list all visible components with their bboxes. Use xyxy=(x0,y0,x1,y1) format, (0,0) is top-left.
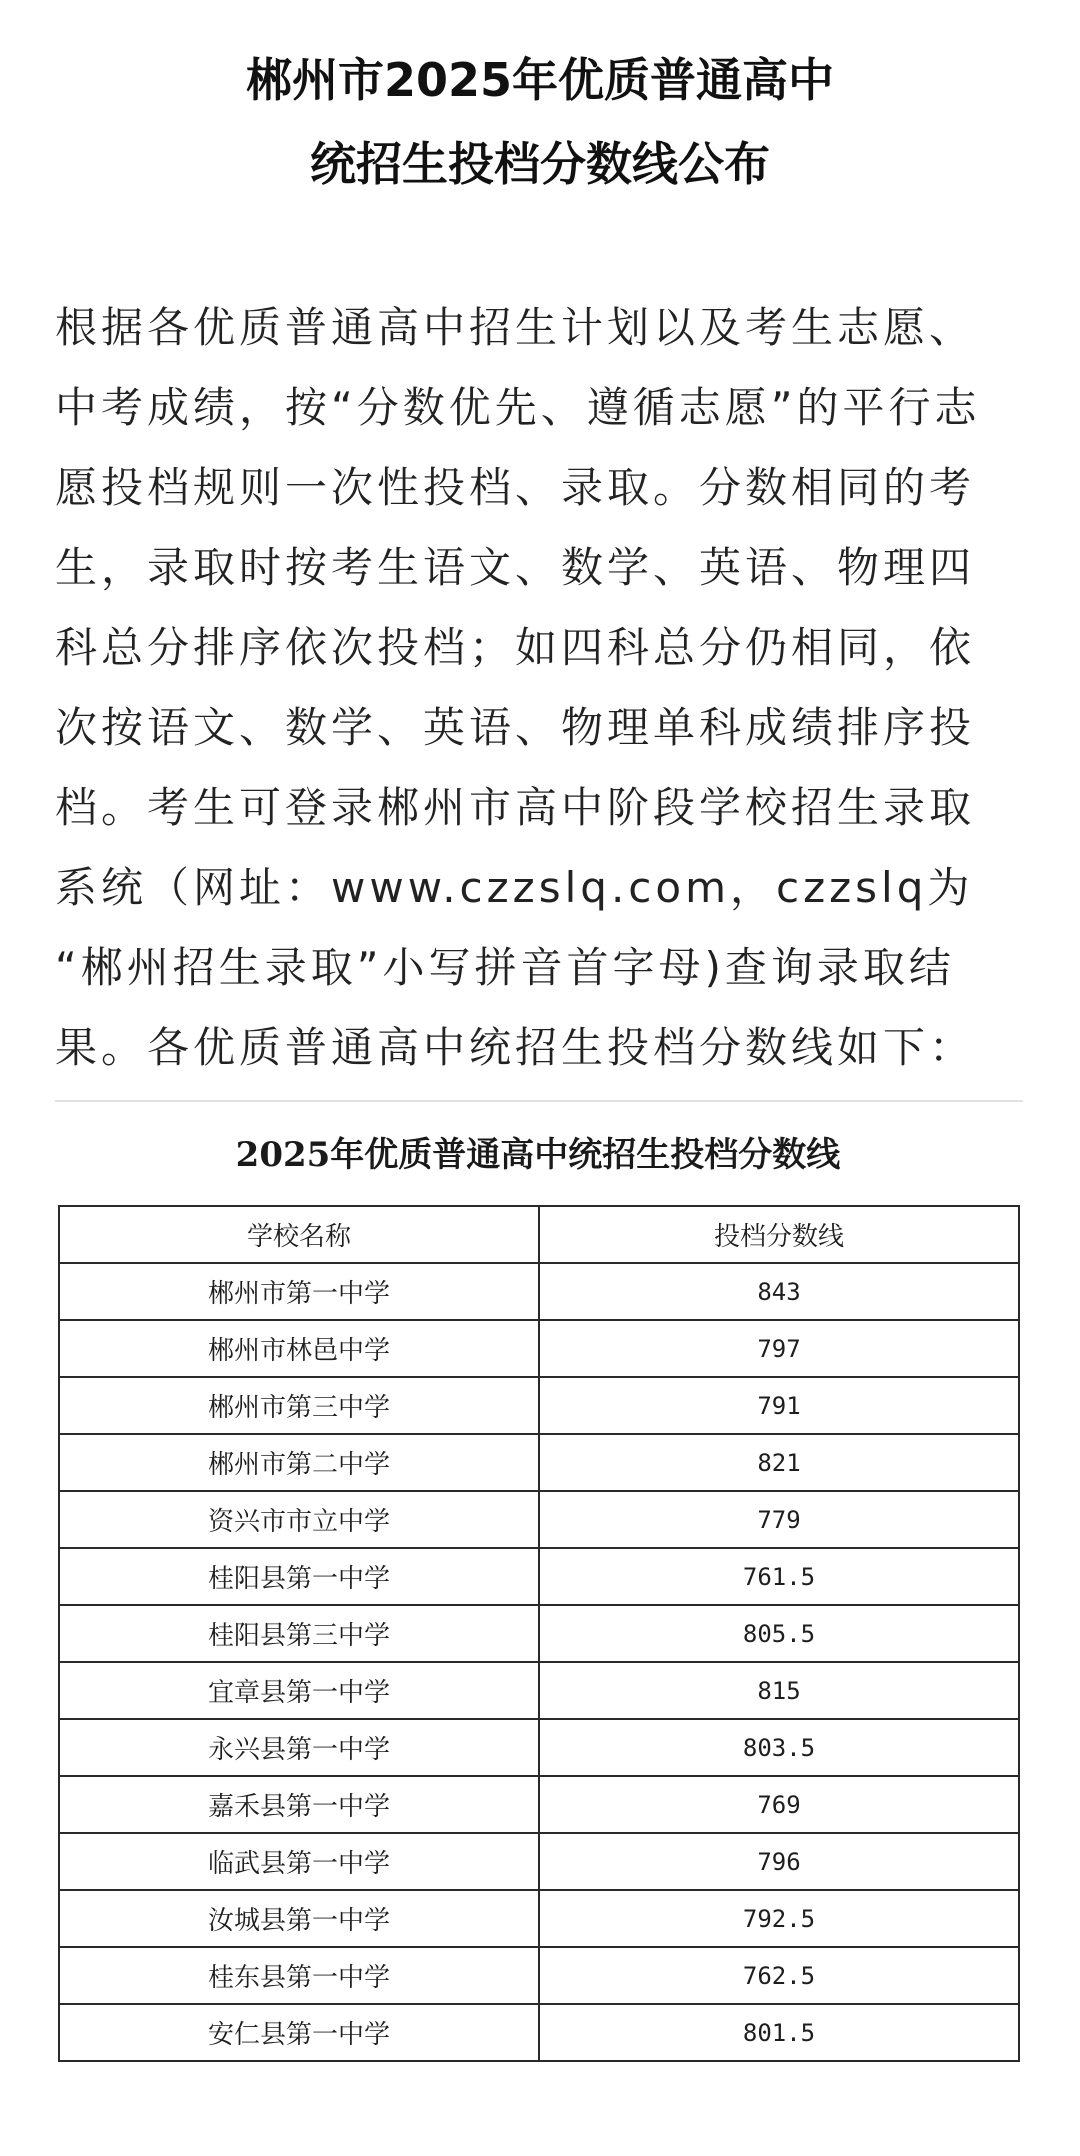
table-row xyxy=(59,1491,1019,1548)
table-row xyxy=(59,1263,1019,1320)
article-title-line-2: 统招生投档分数线公布 xyxy=(310,137,770,191)
paragraph-line: 科总分排序依次投档；如四科总分仍相同，依 xyxy=(55,623,976,672)
score-table xyxy=(58,1205,1020,2062)
paragraph-line: 生，录取时按考生语文、数学、英语、物理四 xyxy=(55,543,976,592)
school-name-cell: 郴州市第一中学 xyxy=(59,1263,539,1320)
table-row xyxy=(59,1662,1019,1719)
table-row xyxy=(59,1434,1019,1491)
paragraph-line: 果。各优质普通高中统招生投档分数线如下： xyxy=(55,1023,976,1072)
school-name-cell: 桂阳县第三中学 xyxy=(59,1605,539,1662)
header-score: 投档分数线 xyxy=(539,1206,1019,1263)
score-cell: 801.5 xyxy=(539,2004,1019,2061)
school-name-cell: 郴州市第二中学 xyxy=(59,1434,539,1491)
score-cell: 779 xyxy=(539,1491,1019,1548)
score-cell: 769 xyxy=(539,1776,1019,1833)
paragraph-line: 根据各优质普通高中招生计划以及考生志愿、 xyxy=(55,303,976,352)
article-title-line-1: 郴州市2025年优质普通高中 xyxy=(245,53,835,107)
school-name-cell: 郴州市第三中学 xyxy=(59,1377,539,1434)
score-cell: 815 xyxy=(539,1662,1019,1719)
score-cell: 843 xyxy=(539,1263,1019,1320)
table-row xyxy=(59,1548,1019,1605)
score-cell: 792.5 xyxy=(539,1890,1019,1947)
score-cell: 821 xyxy=(539,1434,1019,1491)
paragraph-line: 中考成绩，按“分数优先、遵循志愿”的平行志 xyxy=(55,383,981,432)
table-row xyxy=(59,1320,1019,1377)
score-cell: 762.5 xyxy=(539,1947,1019,2004)
paragraph-line: 愿投档规则一次性投档、录取。分数相同的考 xyxy=(55,463,976,512)
paragraph-line: 系统（网址：www.czzslq.com，czzslq为 xyxy=(55,863,974,912)
table-row xyxy=(59,1833,1019,1890)
table-row xyxy=(59,1605,1019,1662)
score-cell: 803.5 xyxy=(539,1719,1019,1776)
table-header-row xyxy=(59,1206,1019,1263)
score-cell: 805.5 xyxy=(539,1605,1019,1662)
school-name-cell: 资兴市市立中学 xyxy=(59,1491,539,1548)
school-name-cell: 宜章县第一中学 xyxy=(59,1662,539,1719)
table-row xyxy=(59,2004,1019,2061)
header-school-name: 学校名称 xyxy=(59,1206,539,1263)
school-name-cell: 桂东县第一中学 xyxy=(59,1947,539,2004)
table-title: 2025年优质普通高中统招生投档分数线 xyxy=(235,1135,841,1175)
section-divider xyxy=(55,1100,1023,1102)
school-name-cell: 永兴县第一中学 xyxy=(59,1719,539,1776)
score-cell: 796 xyxy=(539,1833,1019,1890)
score-cell: 791 xyxy=(539,1377,1019,1434)
paragraph-line: “郴州招生录取”小写拼音首字母)查询录取结 xyxy=(55,943,955,992)
table-row xyxy=(59,1719,1019,1776)
table-row xyxy=(59,1947,1019,2004)
school-name-cell: 桂阳县第一中学 xyxy=(59,1548,539,1605)
table-row xyxy=(59,1776,1019,1833)
paragraph-line: 次按语文、数学、英语、物理单科成绩排序投 xyxy=(55,703,976,752)
score-cell: 761.5 xyxy=(539,1548,1019,1605)
table-row xyxy=(59,1890,1019,1947)
school-name-cell: 安仁县第一中学 xyxy=(59,2004,539,2061)
school-name-cell: 临武县第一中学 xyxy=(59,1833,539,1890)
table-row xyxy=(59,1377,1019,1434)
school-name-cell: 汝城县第一中学 xyxy=(59,1890,539,1947)
paragraph-line: 档。考生可登录郴州市高中阶段学校招生录取 xyxy=(55,783,976,832)
school-name-cell: 嘉禾县第一中学 xyxy=(59,1776,539,1833)
school-name-cell: 郴州市林邑中学 xyxy=(59,1320,539,1377)
score-cell: 797 xyxy=(539,1320,1019,1377)
